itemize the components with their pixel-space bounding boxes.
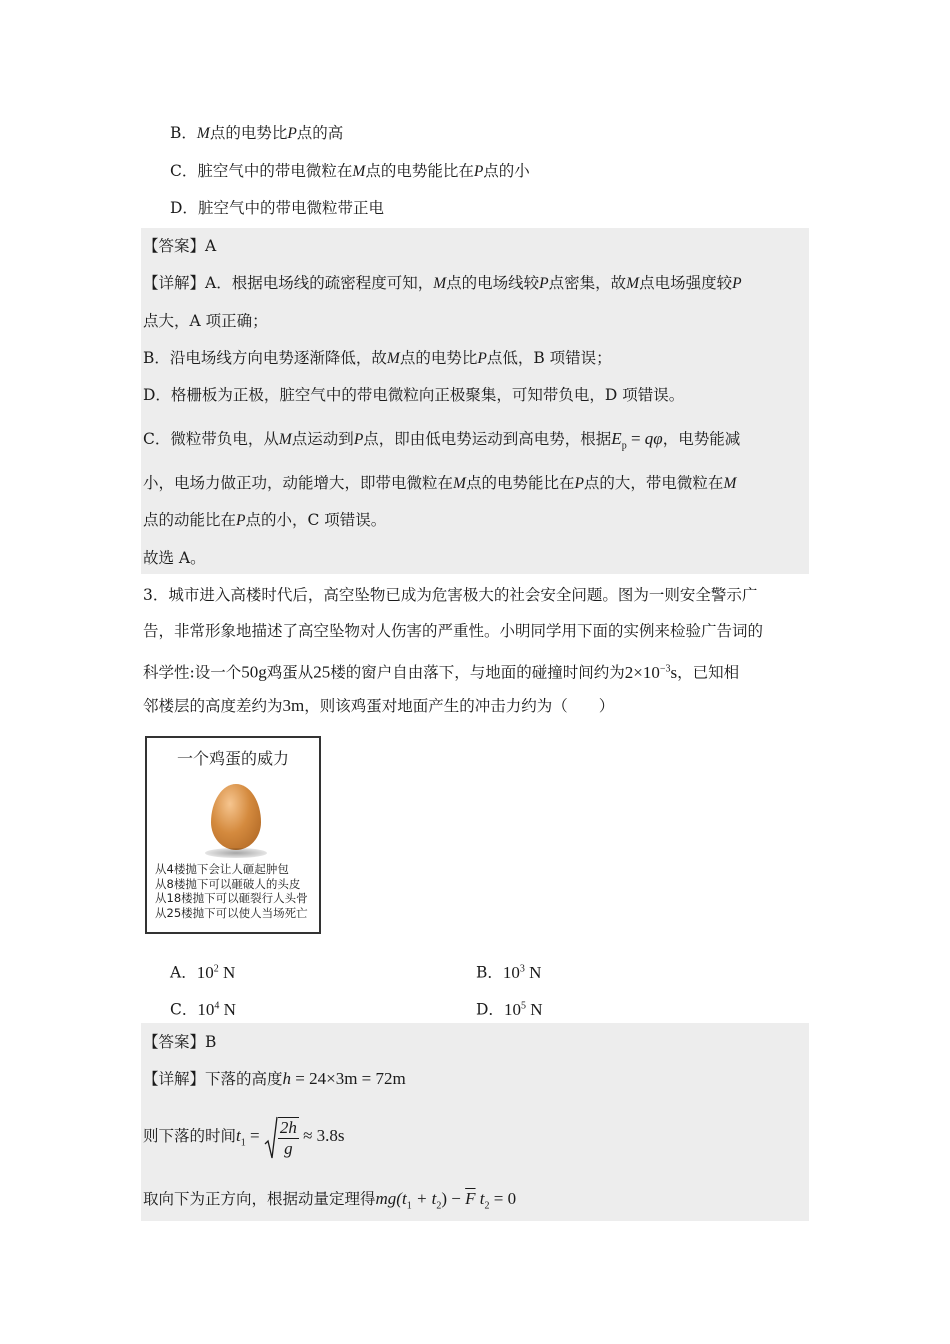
explain-q2-conclusion: 故选 A。	[143, 549, 206, 567]
poster-line: 从18楼抛下可以砸裂行人头骨	[155, 891, 308, 905]
poster-line: 从25楼抛下可以使人当场死亡	[155, 905, 308, 920]
explain-q3-line3: 取向下为正方向，根据动量定理得$mg(t_1 + t_2) - \overline{F}$ $t_2 = 0$	[143, 1189, 517, 1212]
q3-stem-line3: 科学性:设一个50g鸡蛋从25楼的窗户自由落下，与地面的碰撞时间约为$2\times 10^{-3}s$，已知相	[143, 662, 740, 682]
answer-q3: 【答案】B	[143, 1033, 217, 1051]
q3-stem-line4: 邻楼层的高度差约为3m，则该鸡蛋对地面产生的冲击力约为（ ）	[143, 696, 615, 715]
formula-potential-energy: $E_p = q\varphi$	[611, 429, 663, 452]
explain-q2-line1: 【详解】A．根据电场线的疏密程度可知，M点的电场线较P点密集，故M点电场强度较P	[143, 274, 742, 292]
option-c: C．脏空气中的带电微粒在M点的电势能比在P点的小	[170, 162, 530, 180]
poster-line: 从4楼抛下会让人砸起肿包	[155, 862, 289, 876]
q3-stem-line2: 告，非常形象地描述了高空坠物对人伤害的严重性。小明同学用下面的实例来检验广告词的	[143, 622, 764, 640]
q3-option-a: A．$10^2$ N	[170, 962, 236, 982]
collision-time: $2\times 10^{-3}s$	[624, 662, 678, 682]
answer-q2: 【答案】A	[143, 237, 217, 255]
explain-q2-line5: C．微粒带负电，从M点运动到P点，即由低电势运动到高电势，根据$E_p = q\varphi$，电势能减	[143, 429, 741, 452]
explain-q2-line3: B．沿电场线方向电势逐渐降低，故M点的电势比P点低，B 项错误；	[143, 349, 612, 367]
sqrt-sign-icon	[264, 1116, 278, 1160]
egg-warning-poster	[145, 736, 321, 934]
formula-fall-time: $t_1$ = $\frac{2h}{g}$ ≈ 3.8s	[236, 1126, 345, 1145]
option-b: B．M点的电势比P点的高	[170, 124, 344, 142]
explain-q2-line7: 点的动能比在P点的小，C 项错误。	[143, 511, 387, 529]
egg-image	[211, 784, 261, 850]
option-d: D．脏空气中的带电微粒带正电	[170, 199, 384, 217]
q3-stem-line1: 3．城市进入高楼时代后，高空坠物已成为危害极大的社会安全问题。图为一则安全警示广	[143, 586, 758, 604]
explain-q3-line2: 则下落的时间$t_1$ = $\frac{2h}{g}$ ≈ 3.8s	[143, 1112, 345, 1160]
q3-option-b: B．$10^3$ N	[476, 962, 542, 982]
formula-momentum-theorem: $mg(t_1 + t_2) - \overline{F}$ $t_2 = 0$	[375, 1189, 517, 1212]
poster-line: 从8楼抛下可以砸破人的头皮	[155, 876, 301, 891]
q3-option-d: D．$10^5$ N	[476, 999, 543, 1019]
sqrt-expression: $\frac{2h}{g}$	[264, 1113, 299, 1161]
explain-q3-line1: 【详解】下落的高度h = 24×3m = 72m	[143, 1069, 406, 1088]
egg-shadow	[205, 848, 267, 858]
explain-q2-line6: 小，电场力做正功，动能增大，即带电微粒在M点的电势能比在P点的大，带电微粒在M	[143, 474, 737, 492]
explain-q2-line2: 点大，A 项正确；	[143, 312, 268, 330]
poster-title: 一个鸡蛋的威力	[176, 749, 289, 768]
poster-caption	[155, 862, 317, 920]
q3-option-c: C．$10^4$ N	[170, 999, 236, 1019]
explain-q2-line4: D．格栅板为正极，脏空气中的带电微粒向正极聚集，可知带负电，D 项错误。	[143, 386, 685, 404]
